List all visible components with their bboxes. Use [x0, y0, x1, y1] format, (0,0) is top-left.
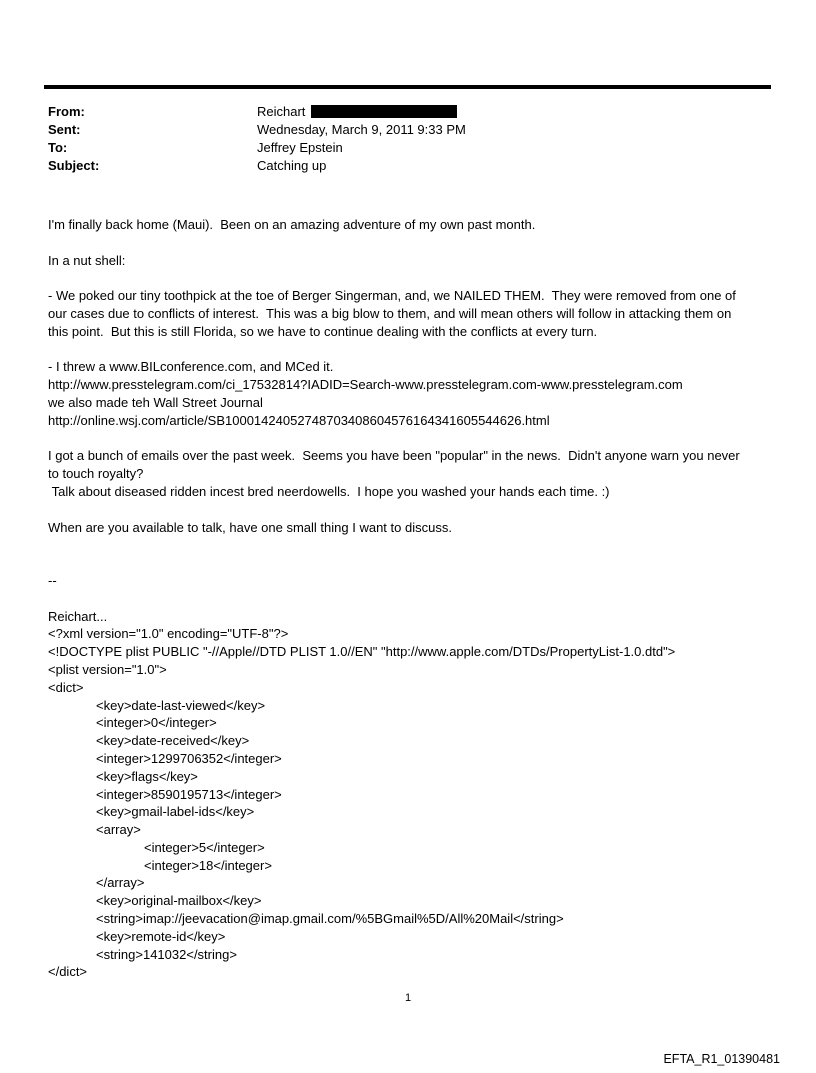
- body-line: <integer>18</integer>: [144, 857, 272, 873]
- body-line: this point. But this is still Florida, so we have to continue dealing with the conflicts at every turn.: [48, 323, 598, 339]
- body-line: <key>date-received</key>: [96, 733, 250, 749]
- body-line: </array>: [96, 875, 145, 891]
- email-body: [48, 216, 776, 981]
- body-line: <array>: [96, 822, 141, 838]
- body-line: - We poked our tiny toothpick at the toe of Berger Singerman, and, we NAILED THEM. They were removed from one of: [48, 288, 736, 304]
- body-line: http://online.wsj.com/article/SB10001424052748703408604576164341605544626.html: [48, 412, 550, 428]
- body-line: http://www.presstelegram.com/ci_17532814?IADID=Search-www.presstelegram.com-www.presstelegram.com: [48, 377, 683, 393]
- body-line: <key>original-mailbox</key>: [96, 893, 262, 909]
- body-line: <integer>5</integer>: [144, 839, 265, 855]
- body-line: [48, 554, 776, 572]
- redaction-bar: [311, 105, 457, 118]
- body-line: <integer>1299706352</integer>: [96, 750, 282, 766]
- header-row-to: [48, 139, 466, 157]
- subject-label: Subject:: [48, 158, 100, 173]
- body-line: When are you available to talk, have one small thing I want to discuss.: [48, 519, 452, 535]
- header-row-subject: [48, 157, 466, 175]
- bates-number: EFTA_R1_01390481: [663, 1052, 780, 1066]
- body-line: [48, 430, 776, 448]
- body-line: <integer>0</integer>: [96, 715, 217, 731]
- sent-value: Wednesday, March 9, 2011 9:33 PM: [257, 122, 466, 137]
- body-line: <string>imap://jeevacation@imap.gmail.com/%5BGmail%5D/All%20Mail</string>: [96, 911, 564, 927]
- body-line: <!DOCTYPE plist PUBLIC "-//Apple//DTD PLIST 1.0//EN" "http://www.apple.com/DTDs/PropertyList-1.0.dtd">: [48, 644, 676, 660]
- from-label: From:: [48, 104, 85, 119]
- body-line: [48, 269, 776, 287]
- sent-label: Sent:: [48, 122, 81, 137]
- body-line: [48, 536, 776, 554]
- body-line: <dict>: [48, 679, 84, 695]
- body-line: <string>141032</string>: [96, 946, 237, 962]
- subject-value: Catching up: [257, 158, 327, 173]
- body-line: <integer>8590195713</integer>: [96, 786, 282, 802]
- body-line: our cases due to conflicts of interest. This was a big blow to them, and will mean others will follow in attacking them on: [48, 305, 732, 321]
- body-line: - I threw a www.BILconference.com, and MCed it.: [48, 359, 334, 375]
- body-line: I'm finally back home (Maui). Been on an amazing adventure of my own past month.: [48, 217, 536, 232]
- body-line: I got a bunch of emails over the past week. Seems you have been "popular" in the news. Didn't anyone warn you never: [48, 448, 740, 464]
- body-line: <key>gmail-label-ids</key>: [96, 804, 255, 820]
- body-line: <plist version="1.0">: [48, 661, 167, 677]
- body-line: [48, 590, 776, 608]
- body-line: <?xml version="1.0" encoding="UTF-8"?>: [48, 626, 289, 642]
- body-line: <key>remote-id</key>: [96, 928, 226, 944]
- body-line: <key>date-last-viewed</key>: [96, 697, 266, 713]
- body-line: [48, 341, 776, 359]
- header-row-from: [48, 103, 466, 121]
- body-line: Talk about diseased ridden incest bred neerdowells. I hope you washed your hands each time. :): [48, 483, 610, 499]
- body-line: --: [48, 572, 57, 588]
- body-line: [48, 234, 776, 252]
- body-line: <key>flags</key>: [96, 768, 198, 784]
- body-line: </dict>: [48, 964, 88, 980]
- from-value: [257, 103, 457, 121]
- body-line: we also made teh Wall Street Journal: [48, 394, 263, 410]
- body-line: Reichart...: [48, 608, 108, 624]
- body-line: to touch royalty?: [48, 466, 144, 482]
- from-name: Reichart: [257, 104, 306, 119]
- to-value: Jeffrey Epstein: [257, 140, 343, 155]
- header-row-sent: [48, 121, 466, 139]
- header-divider-rule: [44, 85, 771, 89]
- body-line: In a nut shell:: [48, 252, 126, 268]
- page-number: 1: [404, 992, 412, 1004]
- email-header: [48, 103, 466, 175]
- to-label: To:: [48, 140, 68, 155]
- body-line: [48, 501, 776, 519]
